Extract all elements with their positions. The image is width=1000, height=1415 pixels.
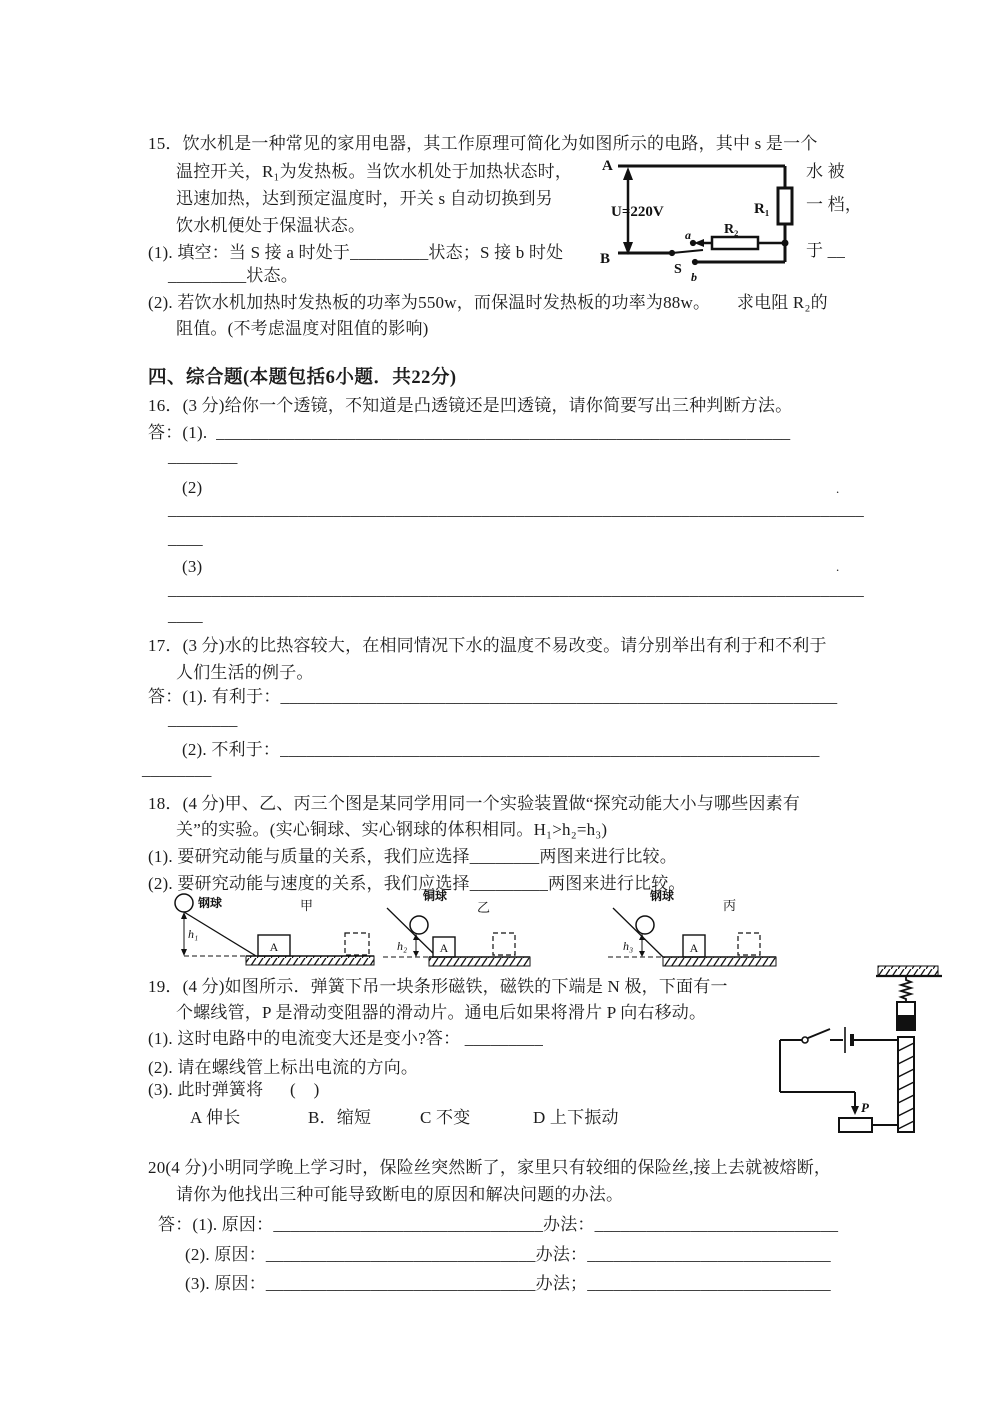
q16-part2-dot: .: [836, 481, 840, 496]
q19-sub2: (2). 请在螺线管上标出电流的方向。: [148, 1058, 419, 1077]
voltage-label: U=220V: [611, 204, 664, 220]
q20-answer-row-1: 答：(1). 原因：_______________________________办法：____________________________: [158, 1215, 839, 1234]
q15-sub1-cont: _________状态。: [168, 266, 298, 285]
incline: [613, 908, 663, 957]
voltage-arrowhead-up: [623, 167, 633, 180]
q17-answer2: (2). 不利于：______________________________________________________________: [182, 740, 820, 759]
block-dashed: [493, 933, 515, 955]
q18-sub1: (1). 要研究动能与质量的关系，我们应选择________两图来进行比较。: [148, 847, 677, 866]
ball-label: 钢球: [650, 889, 675, 903]
switch-blade: [808, 1029, 830, 1038]
q17-answer1-cont: ________: [168, 710, 238, 729]
q19-option-d: D 上下振动: [533, 1108, 619, 1127]
height-label: h₃: [623, 939, 634, 953]
node-a-label: A: [602, 158, 613, 174]
magnet-top: [897, 1002, 915, 1016]
r2-resistor: [712, 237, 758, 249]
figure-name: 甲: [300, 898, 314, 913]
q19-sub1: (1). 这时电路中的电流变大还是变小?答： _________: [148, 1029, 544, 1048]
height-label: h₂: [397, 939, 408, 953]
switch-pivot: [802, 1037, 808, 1043]
q19-option-a: A 伸长: [190, 1108, 241, 1127]
section4-title: 四、综合题(本题包括6小题．共22分): [148, 368, 457, 388]
solenoid-coil: [898, 1037, 914, 1132]
q15-sub1: (1). 填空：当 S 接 a 时处于_________状态；S 接 b 时处: [148, 243, 564, 262]
q20-answer-row-3: (3). 原因：_______________________________办法；____________________________: [185, 1274, 831, 1293]
q19-option-b: B．缩短: [308, 1108, 372, 1127]
q19-line-2: 个螺线管，P 是滑动变阻器的滑动片。通电后如果将滑片 P 向右移动。: [176, 1003, 707, 1022]
ceiling-hatch: [878, 966, 938, 976]
q16-answer1-blank-cont: ________: [168, 447, 238, 466]
q18-figure-bing: [608, 886, 780, 970]
q15-line-2-right: 水 被: [806, 162, 845, 181]
q19-sub3: (3). 此时弹簧将 ( ): [148, 1080, 320, 1099]
q18-line-2: 关”的实验。(实心铜球、实心钢球的体积相同。H₁>h₂=h₃): [176, 820, 608, 839]
block-label: A: [439, 941, 449, 955]
slider-arrowhead: [851, 1106, 859, 1115]
q17-line-2: 人们生活的例子。: [176, 663, 314, 682]
switch-blade: [672, 250, 703, 253]
block-dashed: [738, 933, 760, 955]
q19-option-c: C 不变: [420, 1108, 471, 1127]
q15-line-4: 饮水机便处于保温状态。: [176, 216, 366, 235]
q15-line-1: 15．饮水机是一种常见的家用电器，其工作原理可简化为如图所示的电路，其中 s 是一个: [148, 134, 818, 153]
q16-part3-dot: .: [836, 559, 840, 574]
spring-icon: [901, 976, 911, 1002]
height-arrow-down: [413, 951, 419, 957]
ball-icon: [636, 916, 654, 934]
ground-hatch: [246, 956, 374, 965]
q18-figure-yi: [383, 886, 533, 970]
q16-part3-blank: ________________________________________________________________________________: [168, 580, 864, 599]
block-dashed: [345, 933, 369, 955]
q15-sub1-right: 于 __: [806, 241, 846, 260]
height-arrow-down: [181, 949, 187, 956]
q15-sub2-cont: 阻值。(不考虑温度对阻值的影响): [176, 319, 429, 338]
q17-answer1: 答：(1). 有利于：________________________________________________________________: [148, 687, 838, 706]
height-arrow-down: [639, 951, 645, 957]
height-label: h₁: [188, 927, 199, 941]
ground-hatch: [429, 957, 530, 966]
q16-line-1: 16．(3 分)给你一个透镜，不知道是凸透镜还是凹透镜，请你简要写出三种判断方法。: [148, 396, 793, 415]
r1-resistor: [778, 188, 792, 224]
q17-line-1: 17．(3 分)水的比热容较大，在相同情况下水的温度不易改变。请分别举出有利于和不利于: [148, 636, 827, 655]
q15-line-2: 温控开关，R₁为发热板。当饮水机处于加热状态时，: [176, 162, 573, 181]
q16-part2-blank-cont: ____: [168, 529, 203, 548]
q20-line-2: 请你为他找出三种可能导致断电的原因和解决问题的办法。: [176, 1185, 624, 1204]
block-label: A: [689, 941, 699, 955]
q16-part2-blank: ________________________________________________________________________________: [168, 500, 864, 519]
q15-circuit-figure: [596, 150, 896, 290]
q20-line-1: 20(4 分)小明同学晚上学习时，保险丝突然断了，家里只有较细的保险丝,接上去就被熔断，: [148, 1158, 832, 1177]
switch-label: S: [674, 262, 682, 277]
q15-sub2: (2). 若饮水机加热时发热板的功率为550w，而保温时发热板的功率为88w。 求电阻 R₂的: [148, 293, 828, 312]
q19-line-1: 19．(4 分)如图所示．弹簧下吊一块条形磁铁，磁铁的下端是 N 极，下面有一: [148, 977, 728, 996]
contact-b-label: b: [691, 270, 697, 284]
r2-label: R₂: [724, 222, 739, 237]
q16-part3-label: (3): [182, 557, 203, 576]
q18-line-1: 18．(4 分)甲、乙、丙三个图是某同学用同一个实验装置做“探究动能大小与哪些因素有: [148, 794, 801, 813]
ball-icon: [410, 916, 428, 934]
q17-answer2-cont: ________: [142, 760, 212, 779]
q16-part2-label: (2): [182, 478, 203, 497]
incline: [387, 908, 437, 957]
r1-label: R₁: [754, 201, 770, 217]
q16-answer1-blank: 答：(1). __________________________________________________________________: [148, 423, 791, 442]
q18-sub2: (2). 要研究动能与速度的关系，我们应选择_________两图来进行比较。: [148, 874, 686, 893]
ball-label: 铜球: [423, 889, 448, 903]
ball-label: 钢球: [198, 896, 223, 910]
q15-line-3: 迅速加热，达到预定温度时，开关 s 自动切换到另: [176, 189, 553, 208]
rheostat: [839, 1118, 872, 1132]
ground-hatch: [663, 957, 776, 966]
figure-name: 乙: [477, 900, 491, 915]
q18-figure-jia: [166, 886, 378, 970]
q19-figure: [772, 960, 950, 1142]
q15-line-3-right: 一 档，: [806, 195, 863, 214]
block-label: A: [269, 940, 279, 954]
q16-part3-blank-cont: ____: [168, 606, 203, 625]
node-b-label: B: [600, 251, 611, 267]
ball-icon: [175, 894, 193, 912]
magnet-bottom-n-pole: [897, 1016, 915, 1030]
junction-dot: [782, 240, 788, 246]
figure-name: 丙: [723, 898, 737, 913]
slider-label: P: [861, 1100, 869, 1115]
contact-a-label: a: [685, 228, 691, 242]
q20-answer-row-2: (2). 原因：_______________________________办法：____________________________: [185, 1245, 831, 1264]
